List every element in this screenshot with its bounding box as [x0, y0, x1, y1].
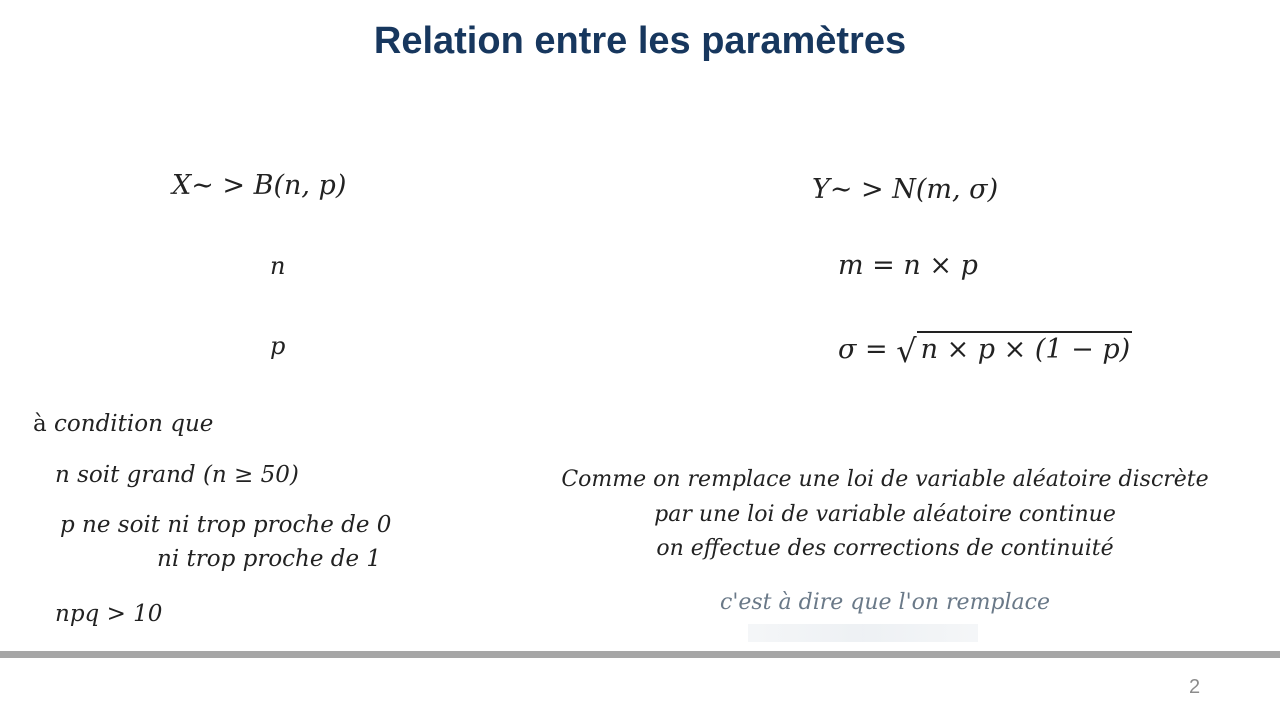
binomial-param-p: p — [270, 332, 286, 360]
continuity-note-line3: on effectue des corrections de continuité — [656, 536, 1114, 561]
page-number: 2 — [1189, 676, 1201, 698]
continuity-note-line1: Comme on remplace une loi de variable aléatoire discrète — [561, 467, 1209, 492]
condition-npq: npq > 10 — [55, 601, 163, 627]
condition-heading — [33, 411, 213, 437]
condition-prefix: à — [33, 411, 47, 437]
sigma-formula — [838, 328, 1132, 370]
condition-p-not-near-1: ni trop proche de 1 — [157, 546, 382, 572]
fading-text-placeholder — [748, 624, 978, 642]
binomial-param-n: n — [270, 252, 286, 280]
continuity-note-line2: par une loi de variable aléatoire continue — [654, 502, 1116, 527]
condition-p-not-near-0: p ne soit ni trop proche de 0 — [60, 512, 392, 538]
condition-n-large: n soit grand (n ≥ 50) — [55, 462, 299, 488]
slide-title: Relation entre les paramètres — [373, 20, 907, 62]
footer-divider — [0, 651, 1280, 658]
normal-distribution: Y∼ > N(m, σ) — [812, 174, 999, 205]
sqrt-symbol: √ — [896, 332, 917, 370]
continuity-note-line4: c'est à dire que l'on remplace — [720, 590, 1050, 615]
sigma-radicand: n × p × (1 − p) — [917, 331, 1133, 365]
condition-label: condition que — [54, 411, 214, 437]
mean-formula: m = n × p — [838, 250, 978, 281]
sigma-lhs: σ = — [838, 334, 888, 365]
binomial-distribution: X∼ > B(n, p) — [172, 170, 347, 201]
